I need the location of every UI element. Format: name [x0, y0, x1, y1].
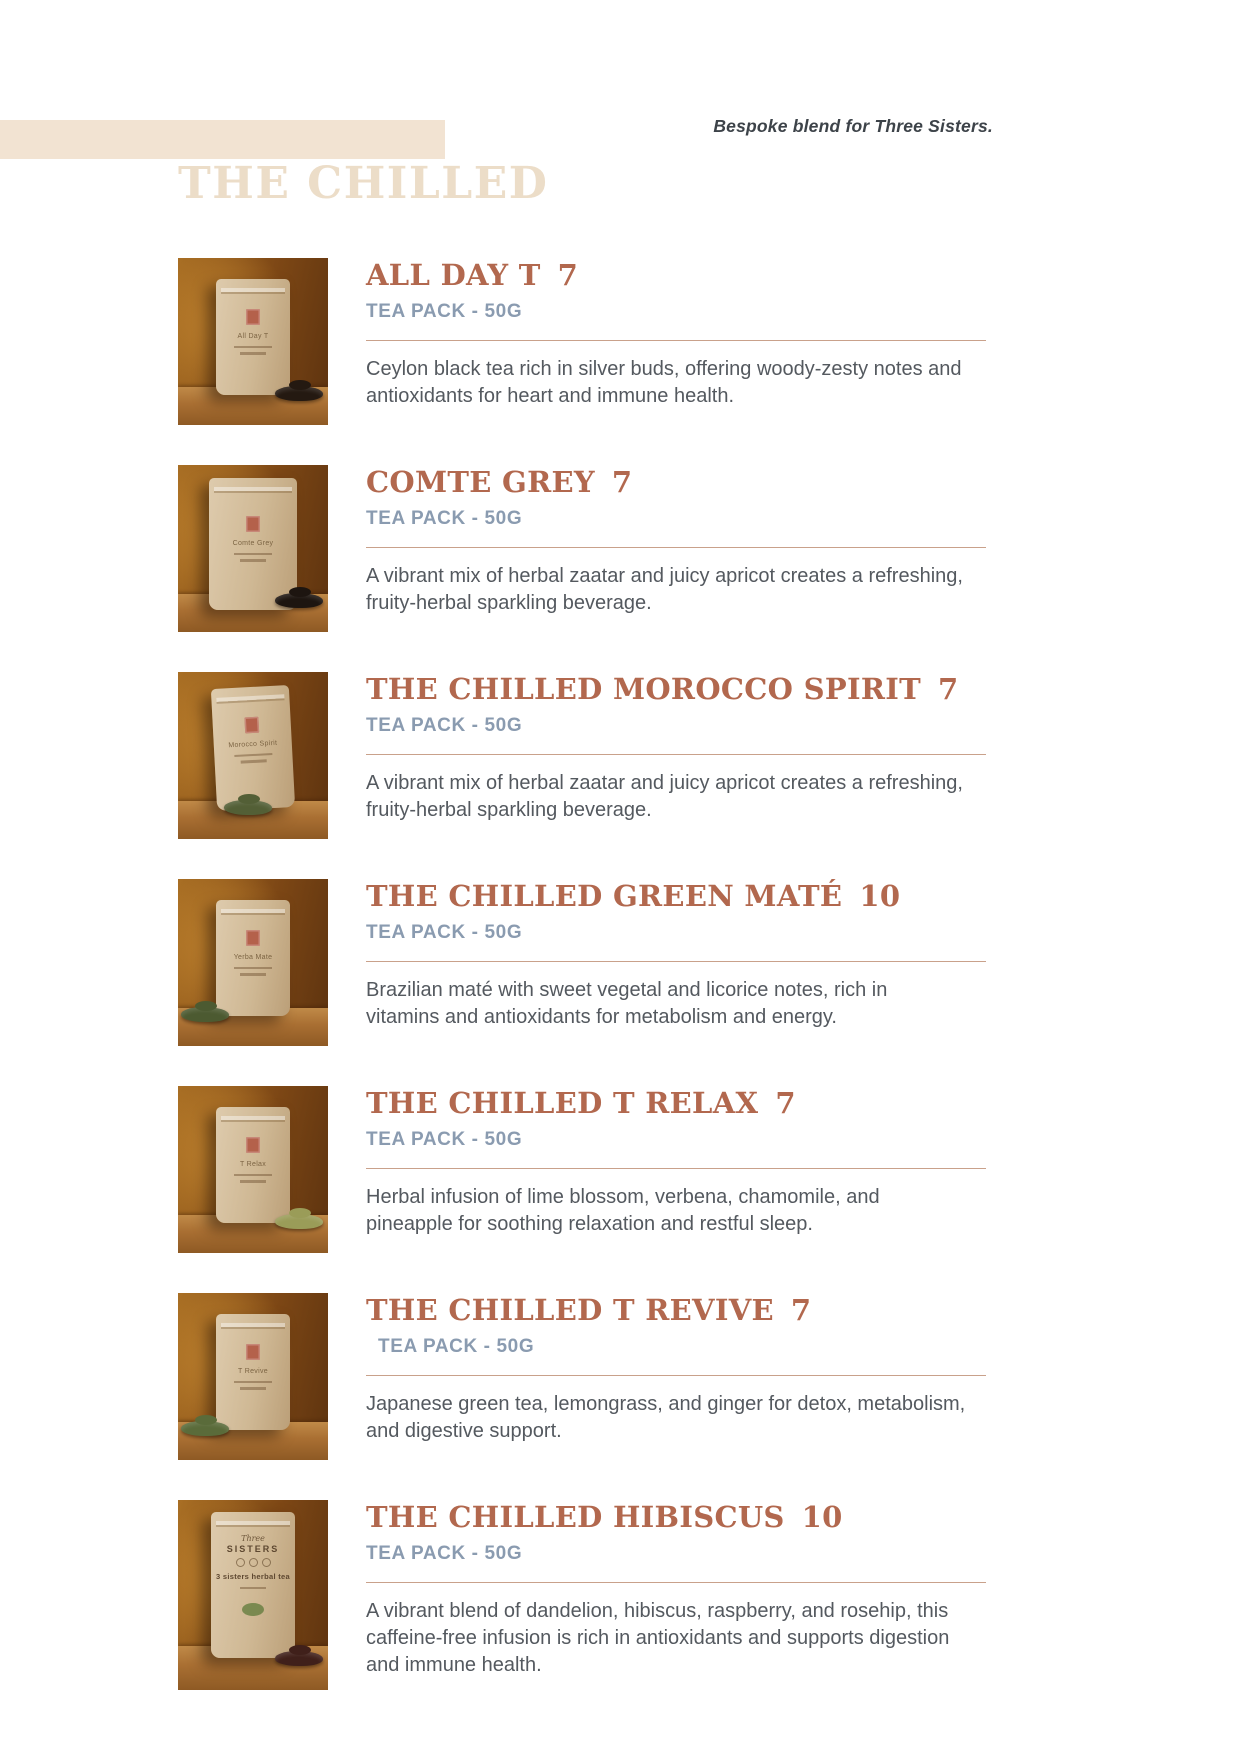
- tea-pouch: [216, 900, 290, 1016]
- pouch-label: T Relax: [239, 1161, 267, 1168]
- product-text: [366, 879, 986, 1031]
- product-price: 7: [790, 1293, 812, 1327]
- product-description: Brazilian maté with sweet vegetal and licorice notes, rich in vitamins and antioxidants for metabolism and energy.: [366, 979, 888, 1029]
- product-description: Herbal infusion of lime blossom, verbena, chamomile, and pineapple for soothing relaxation and restful sleep.: [366, 1186, 880, 1236]
- product-pack-size: TEA PACK - 50G: [378, 1336, 535, 1357]
- product-text: [366, 1086, 986, 1238]
- tea-pouch: [216, 1107, 290, 1223]
- pouch-label: Comte Grey: [232, 540, 274, 547]
- tea-pouch: [211, 1512, 295, 1658]
- decorative-top-bar: [0, 120, 445, 159]
- tea-spill: [275, 1214, 323, 1229]
- product-item: [178, 672, 1241, 839]
- pouch-logo: [246, 1137, 260, 1153]
- pouch-text-mark: [240, 1587, 266, 1590]
- product-item: [178, 1086, 1241, 1253]
- product-description: A vibrant mix of herbal zaatar and juicy apricot creates a refreshing, fruity-herbal sparkling beverage.: [366, 565, 963, 615]
- product-title: THE CHILLED GREEN MATÉ: [366, 879, 843, 913]
- product-text: [366, 1293, 986, 1445]
- product-pack-size: TEA PACK - 50G: [366, 715, 523, 736]
- product-item: [178, 1293, 1241, 1460]
- tea-pouch: [209, 478, 297, 610]
- tea-pouch: [216, 1314, 290, 1430]
- product-text: [366, 672, 986, 824]
- pouch-brand-top: Three: [241, 1534, 265, 1543]
- product-photo: [178, 879, 328, 1046]
- product-text: [366, 258, 986, 410]
- pouch-logo: [246, 309, 260, 325]
- divider: [366, 961, 986, 962]
- divider: [366, 340, 986, 341]
- product-item: [178, 258, 1241, 425]
- pouch-logo: [244, 717, 259, 734]
- product-pack-size: TEA PACK - 50G: [366, 1129, 523, 1150]
- pouch-branding: [211, 1512, 295, 1565]
- product-description: A vibrant mix of herbal zaatar and juicy apricot creates a refreshing, fruity-herbal sparkling beverage.: [366, 772, 963, 822]
- product-photo: [178, 1086, 328, 1253]
- tea-spill: [275, 593, 323, 608]
- product-title-row: [366, 879, 986, 913]
- product-title-row: [366, 1500, 986, 1534]
- product-pack-size: TEA PACK - 50G: [366, 301, 523, 322]
- tea-pouch: [216, 279, 290, 395]
- tea-pouch: [211, 685, 295, 811]
- product-item: [178, 465, 1241, 632]
- pouch-label: T Revive: [238, 1368, 268, 1375]
- pouch-text-mark: [240, 973, 266, 976]
- divider: [366, 1375, 986, 1376]
- product-list: [178, 258, 1241, 1730]
- product-title: THE CHILLED HIBISCUS: [366, 1500, 785, 1534]
- product-pack-size: TEA PACK - 50G: [366, 1543, 523, 1564]
- product-title-row: [366, 1293, 986, 1327]
- product-photo: [178, 1293, 328, 1460]
- divider: [366, 1582, 986, 1583]
- product-price: 7: [611, 465, 633, 499]
- pouch-text-mark: [240, 1387, 266, 1390]
- product-title: THE CHILLED MOROCCO SPIRIT: [366, 672, 921, 706]
- pouch-text-mark: [234, 753, 272, 757]
- pouch-text-mark: [234, 346, 272, 349]
- product-text: [366, 465, 986, 617]
- pouch-label: Yerba Mate: [233, 954, 273, 961]
- pouch-label: Morocco Spirit: [228, 739, 278, 750]
- pouch-text-mark: [234, 553, 272, 556]
- pouch-text-mark: [240, 352, 266, 355]
- bespoke-note: Bespoke blend for Three Sisters.: [713, 116, 993, 136]
- tea-spill: [181, 1421, 229, 1436]
- product-photo: [178, 1500, 328, 1690]
- pouch-logo: [246, 930, 260, 946]
- tea-spill: [224, 800, 272, 815]
- product-title: THE CHILLED T RELAX: [366, 1086, 759, 1120]
- product-photo: [178, 672, 328, 839]
- divider: [366, 754, 986, 755]
- product-price: 7: [775, 1086, 796, 1120]
- product-price: 7: [557, 258, 579, 292]
- product-title-row: [366, 672, 986, 706]
- pouch-text-mark: [240, 1180, 266, 1183]
- tea-spill: [181, 1007, 229, 1022]
- divider: [366, 547, 986, 548]
- pouch-stamp-icons: [211, 1558, 295, 1565]
- product-photo: [178, 465, 328, 632]
- product-title: ALL DAY T: [366, 258, 541, 292]
- pouch-text-mark: [240, 559, 266, 562]
- pouch-text-mark: [234, 1174, 272, 1177]
- product-price: 10: [859, 879, 901, 913]
- pouch-text-mark: [234, 967, 272, 970]
- product-price: 7: [937, 672, 959, 706]
- pouch-brand-main: SISTERS: [226, 1544, 280, 1554]
- product-title: COMTE GREY: [366, 465, 595, 499]
- divider: [366, 1168, 986, 1169]
- section-title: THE CHILLED: [178, 158, 549, 209]
- product-item: [178, 1500, 1241, 1690]
- pouch-label: All Day T: [237, 333, 269, 340]
- product-title-row: [366, 258, 986, 292]
- product-price: 10: [801, 1500, 843, 1534]
- pouch-text-mark: [234, 1381, 272, 1384]
- product-pack-size: TEA PACK - 50G: [366, 922, 523, 943]
- product-item: [178, 879, 1241, 1046]
- pouch-logo: [246, 1344, 260, 1360]
- product-description: Ceylon black tea rich in silver buds, offering woody-zesty notes and antioxidants for heart and immune health.: [366, 358, 962, 408]
- product-title: THE CHILLED T REVIVE: [366, 1293, 774, 1327]
- pouch-text-mark: [241, 760, 267, 764]
- product-description: Japanese green tea, lemongrass, and ginger for detox, metabolism, and digestive support.: [366, 1393, 966, 1443]
- product-description: A vibrant blend of dandelion, hibiscus, raspberry, and rosehip, this caffeine-free infusion is rich in antioxidants and supports digestion and immune health.: [366, 1600, 950, 1677]
- tea-spill: [275, 386, 323, 401]
- tea-spill: [275, 1651, 323, 1666]
- product-photo: [178, 258, 328, 425]
- pouch-logo: [246, 516, 260, 532]
- pouch-seal: [242, 1603, 264, 1616]
- product-text: [366, 1500, 986, 1680]
- pouch-label: 3 sisters herbal tea: [216, 1572, 290, 1581]
- product-pack-size: TEA PACK - 50G: [366, 508, 523, 529]
- product-title-row: [366, 465, 986, 499]
- product-title-row: [366, 1086, 986, 1120]
